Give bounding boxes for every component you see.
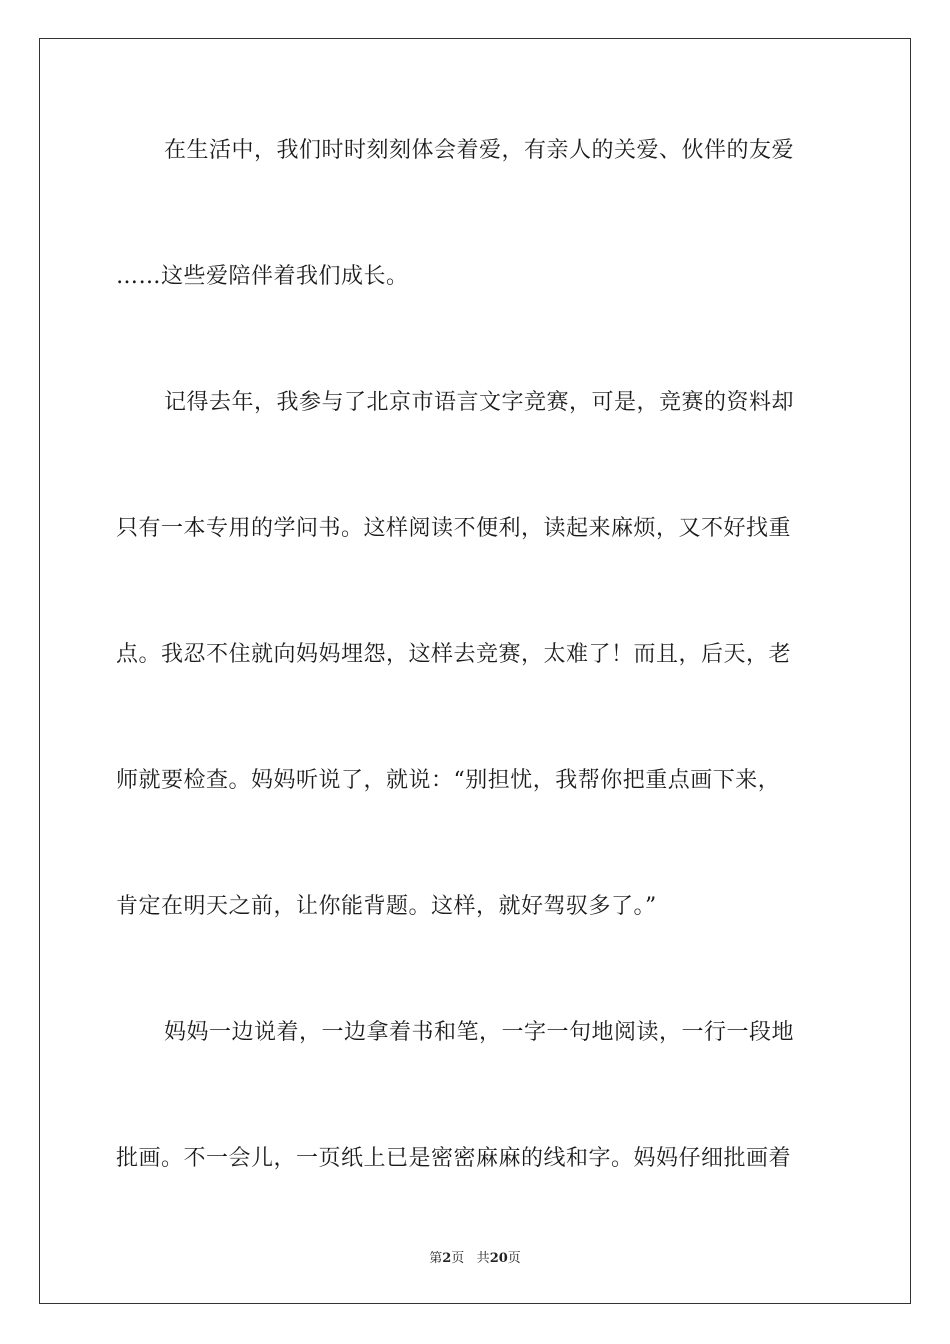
body-text: [116, 125, 836, 1259]
footer-total-prefix: 共: [476, 1251, 490, 1266]
text-line-9: 批画。不一会儿，一页纸上已是密密麻麻的线和字。妈妈仔细批画着: [116, 1146, 792, 1171]
footer-page-unit: 页: [451, 1251, 465, 1266]
text-line-7: 肯定在明天之前，让你能背题。这样，就好驾驭多了。”: [116, 894, 657, 919]
page-footer: [0, 1247, 950, 1266]
text-line-1: 在生活中，我们时时刻刻体会着爱，有亲人的关爱、伙伴的友爱: [164, 138, 795, 163]
text-line-6: 师就要检查。妈妈听说了，就说：“别担忧，我帮你把重点画下来，: [116, 768, 781, 793]
footer-total-unit: 页: [507, 1251, 521, 1266]
text-line-3: 记得去年，我参与了北京市语言文字竞赛，可是，竞赛的资料却: [164, 390, 795, 415]
text-line-4: 只有一本专用的学问书。这样阅读不便利，读起来麻烦，又不好找重: [116, 516, 792, 541]
footer-page-number: 2: [442, 1251, 452, 1266]
footer-total-pages: 20: [489, 1251, 508, 1266]
footer-prefix: 第: [429, 1251, 443, 1266]
text-line-2: ……这些爱陪伴着我们成长。: [116, 264, 409, 289]
text-line-5: 点。我忍不住就向妈妈埋怨，这样去竞赛，太难了！而且，后天，老: [116, 642, 792, 667]
text-line-8: 妈妈一边说着，一边拿着书和笔，一字一句地阅读，一行一段地: [164, 1020, 795, 1045]
